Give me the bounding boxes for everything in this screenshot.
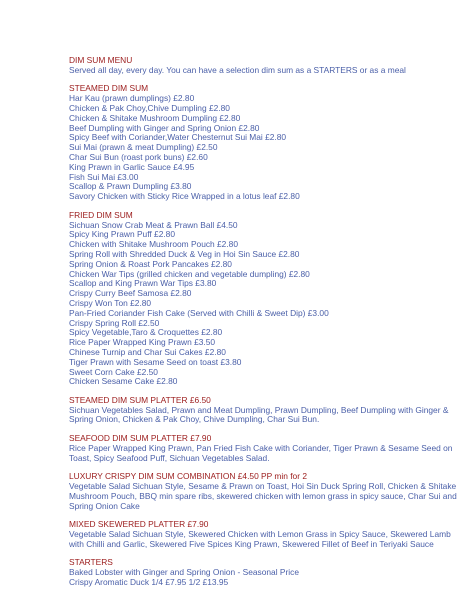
- menu-item: Beef Dumpling with Ginger and Spring Onion £2.80: [69, 122, 260, 133]
- menu-item: Pan-Fried Coriander Fish Cake (Served with Chilli & Sweet Dip) £3.00: [69, 307, 329, 318]
- menu-item: Savory Chicken with Sticky Rice Wrapped in a lotus leaf £2.80: [69, 191, 300, 202]
- menu-item: Chicken War Tips (grilled chicken and vegetable dumpling) £2.80: [69, 268, 310, 279]
- menu-title: DIM SUM MENU: [69, 55, 133, 65]
- menu-item: Sui Mai (prawn & meat Dumpling) £2.50: [69, 142, 218, 153]
- menu-item: Fish Sui Mai £3.00: [69, 171, 139, 182]
- menu-item: Chinese Turnip and Char Sui Cakes £2.80: [69, 346, 226, 357]
- skewered-platter-heading: MIXED SKEWERED PLATTER £7.90: [69, 519, 209, 530]
- menu-item: Baked Lobster with Ginger and Spring Onion - Seasonal Price: [69, 567, 299, 578]
- steamed-dim-sum-list: [69, 94, 464, 202]
- menu-document: [69, 56, 464, 588]
- menu-item: Chicken Sesame Cake £2.80: [69, 376, 178, 387]
- menu-item: Sichuan Snow Crab Meat & Prawn Ball £4.50: [69, 219, 238, 230]
- seafood-platter-description: Rice Paper Wrapped King Prawn, Pan Fried Fish Cake with Coriander, Tiger Prawn & Sesame Seed on Toast, Spicy Seafood Puff, Sichuan Vegetables Salad.: [69, 442, 453, 463]
- steamed-dim-sum-heading: STEAMED DIM SUM: [69, 83, 149, 94]
- menu-item: Tiger Prawn with Sesame Seed on toast £3.80: [69, 356, 242, 367]
- luxury-combination-heading: LUXURY CRISPY DIM SUM COMBINATION £4.50 PP min for 2: [69, 471, 307, 482]
- menu-item: Spicy King Prawn Puff £2.80: [69, 229, 175, 240]
- steamed-platter-description: Sichuan Vegetables Salad, Prawn and Meat Dumpling, Prawn Dumpling, Beef Dumpling with Ginger & Spring Onion, Chicken & Pak Choy, Chive Dumpling, Char Sui Bun.: [69, 404, 449, 425]
- menu-item: Chicken & Shitake Mushroom Dumpling £2.80: [69, 112, 241, 123]
- menu-item: Scallop and King Prawn War Tips £3.80: [69, 278, 217, 289]
- menu-item: Crispy Curry Beef Samosa £2.80: [69, 288, 192, 299]
- starters-heading: STARTERS: [69, 557, 113, 568]
- luxury-combination-description: Vegetable Salad Sichuan Style, Sesame & Prawn on Toast, Hoi Sin Duck Spring Roll, Chicken & Shitake Mushroom Pouch, BBQ min spare ribs, skewered chicken with lemon grass in spicy sauce, Char Sui and Spring Onion Cake: [69, 481, 457, 511]
- steamed-platter-heading: STEAMED DIM SUM PLATTER £6.50: [69, 394, 211, 405]
- menu-item: Char Sui Bun (roast pork buns) £2.60: [69, 151, 208, 162]
- menu-item: Spring Roll with Shredded Duck & Veg in Hoi Sin Sauce £2.80: [69, 248, 300, 259]
- menu-item: Scallop & Prawn Dumpling £3.80: [69, 181, 192, 192]
- menu-item: Spicy Vegetable,Taro & Croquettes £2.80: [69, 327, 223, 338]
- fried-dim-sum-list: [69, 221, 464, 388]
- fried-dim-sum-heading: FRIED DIM SUM: [69, 209, 133, 220]
- menu-item: Rice Paper Wrapped King Prawn £3.50: [69, 337, 216, 348]
- menu-item: Spicy Beef with Coriander,Water Chesternut Sui Mai £2.80: [69, 132, 287, 143]
- menu-item: Har Kau (prawn dumplings) £2.80: [69, 93, 195, 104]
- menu-item: Chicken with Shitake Mushroom Pouch £2.80: [69, 239, 238, 250]
- menu-item: Crispy Spring Roll £2.50: [69, 317, 160, 328]
- menu-item: Chicken & Pak Choy,Chive Dumpling £2.80: [69, 102, 230, 113]
- seafood-platter-heading: SEAFOOD DIM SUM PLATTER £7.90: [69, 433, 212, 444]
- menu-item: Spring Onion & Roast Pork Pancakes £2.80: [69, 258, 232, 269]
- menu-item: Crispy Aromatic Duck 1/4 £7.95 1/2 £13.95: [69, 577, 229, 588]
- menu-item: Crispy Won Ton £2.80: [69, 297, 152, 308]
- skewered-platter-description: Vegetable Salad Sichuan Style, Skewered Chicken with Lemon Grass in Spicy Sauce, Skewered Lamb with Chilli and Garlic, Skewered Five Spices King Prawn, Skewered Fillet of Beef in Teriyaki Sauce: [69, 529, 451, 549]
- menu-item: King Prawn in Garlic Sauce £4.95: [69, 161, 195, 172]
- menu-subtitle: Served all day, every day. You can have a selection dim sum as a STARTERS or as a meal: [69, 64, 406, 75]
- starters-list: [69, 568, 464, 588]
- menu-item: Sweet Corn Cake £2.50: [69, 366, 158, 377]
